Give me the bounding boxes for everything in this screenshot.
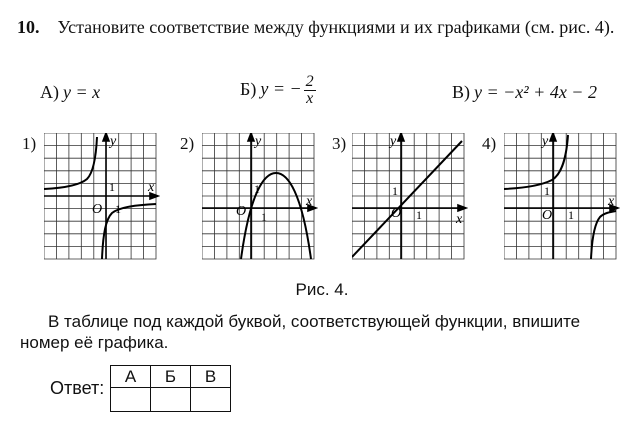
- function-b-prefix: y = −: [260, 78, 302, 99]
- answer-header-b: Б: [151, 366, 191, 388]
- answer-header-c: В: [191, 366, 231, 388]
- graph-1-origin: O: [92, 202, 103, 217]
- answer-input-row: [111, 388, 231, 412]
- graph-1: [44, 133, 160, 263]
- answer-header-a: А: [111, 366, 151, 388]
- function-c: [452, 80, 597, 104]
- function-a: [40, 80, 100, 104]
- graph-1-curve-left: [44, 137, 97, 189]
- function-b-numerator: 2: [305, 73, 314, 90]
- graph-3: [352, 133, 468, 263]
- function-a-formula: y = x: [63, 82, 101, 102]
- answer-label: Ответ:: [50, 378, 105, 398]
- graph-4-axis-y: y: [542, 134, 549, 149]
- function-b-label: Б): [240, 78, 257, 99]
- figure-caption: Рис. 4.: [295, 280, 349, 299]
- function-b-fraction: [304, 74, 316, 107]
- graph-3-axis-y: y: [390, 134, 397, 149]
- graph-3-number: 3): [332, 134, 347, 153]
- task-header: [17, 16, 629, 38]
- graph-2-number: 2): [180, 134, 195, 153]
- answer-cell-c[interactable]: [191, 388, 231, 412]
- graph-2: [202, 133, 318, 263]
- graph-4-grid: [504, 133, 616, 259]
- answer-header-row: [111, 366, 231, 388]
- answer-table: [110, 365, 231, 412]
- graph-2-tick-y: 1: [254, 182, 260, 196]
- function-c-formula: y = −x² + 4x − 2: [474, 82, 597, 102]
- graph-3-origin: O: [391, 206, 402, 221]
- graph-4-axis-x: x: [608, 194, 615, 209]
- graph-1-curve-right: [102, 204, 156, 259]
- graph-4-tick-x: 1: [568, 208, 574, 222]
- instruction-text: В таблице под каждой буквой, соответствующей функции, впишите номер её графика.: [20, 312, 581, 352]
- graph-4: [504, 133, 620, 263]
- answer-cell-b[interactable]: [151, 388, 191, 412]
- graph-1-axis-y: y: [110, 134, 117, 149]
- graph-4-tick-y: 1: [544, 184, 550, 198]
- graph-2-axis-x: x: [306, 194, 313, 209]
- task-text: Установите соответствие между функциями и их графиками (см. рис. 4).: [57, 17, 615, 37]
- function-c-label: В): [452, 82, 470, 102]
- graph-1-tick-x: 1: [115, 202, 121, 216]
- function-b: [240, 74, 316, 107]
- graph-3-axis-x: x: [456, 212, 463, 227]
- graph-4-curve-left: [504, 135, 568, 189]
- graph-2-tick-x: 1: [261, 210, 267, 224]
- graph-4-number: 4): [482, 134, 497, 153]
- graph-2-axis-y: y: [255, 134, 262, 149]
- function-a-label: А): [40, 82, 59, 102]
- graph-3-tick-y: 1: [392, 184, 398, 198]
- graph-2-origin: O: [236, 204, 247, 219]
- graph-1-number: 1): [22, 134, 37, 153]
- function-b-denominator: x: [306, 90, 314, 107]
- graph-4-origin: O: [542, 208, 553, 223]
- answer-cell-a[interactable]: [111, 388, 151, 412]
- graph-1-tick-y: 1: [109, 180, 115, 194]
- graph-1-axes: [44, 133, 158, 259]
- graph-3-tick-x: 1: [416, 208, 422, 222]
- graph-1-axis-x: x: [148, 180, 155, 195]
- task-number: 10.: [17, 17, 40, 37]
